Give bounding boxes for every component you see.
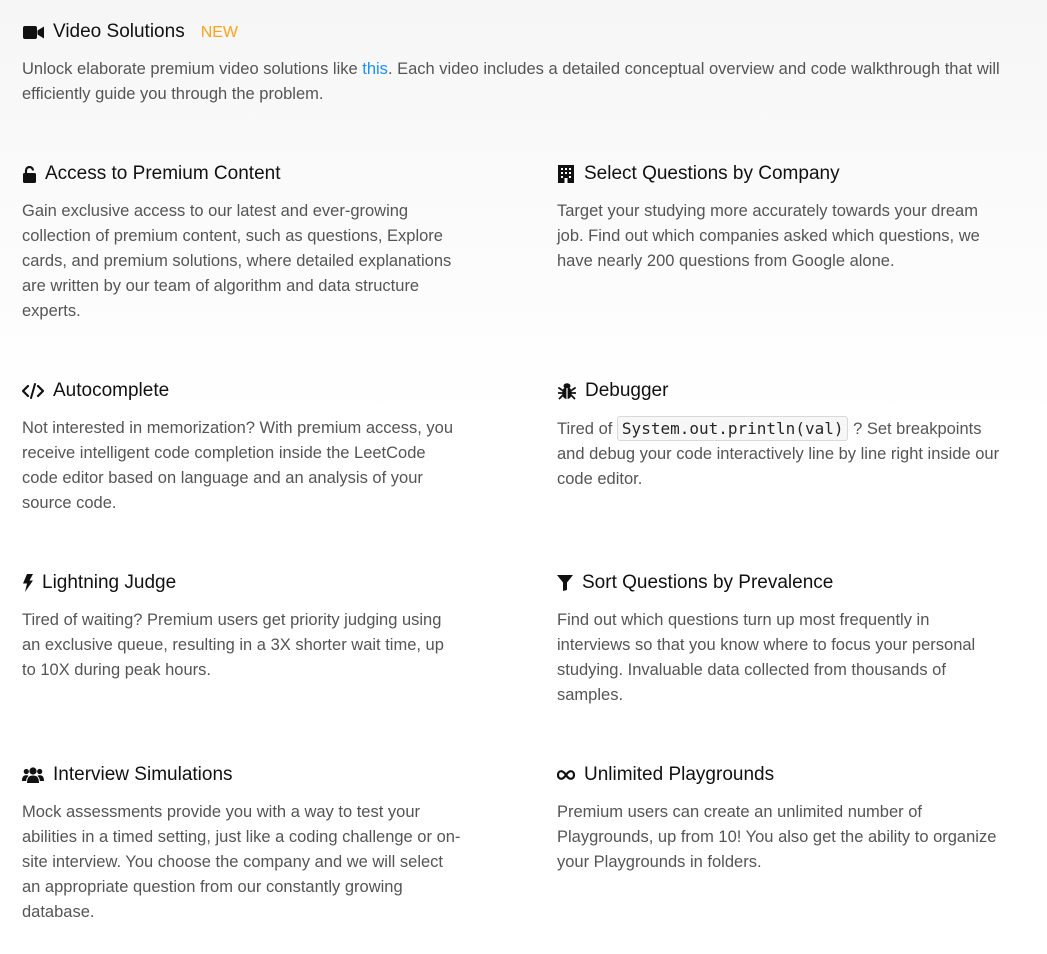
feature-description: Premium users can create an unlimited number of Playgrounds, up from 10! You also get the ability to organize your Playgrounds in folders. (557, 803, 997, 871)
feature-title-text: Sort Questions by Prevalence (582, 572, 834, 593)
feature-title-text: Interview Simulations (53, 764, 233, 785)
users-icon (22, 764, 44, 786)
feature-premium-content (22, 162, 462, 324)
feature-description: Tired of waiting? Premium users get priority judging using an exclusive queue, resulting in a 3X shorter wait time, up to 10X during peak hours. (22, 611, 444, 679)
feature-company (557, 162, 1002, 274)
feature-description (557, 416, 1002, 492)
feature-title (22, 379, 462, 403)
feature-video-solutions (22, 20, 1032, 107)
feature-title (22, 20, 1032, 44)
bolt-icon (22, 572, 33, 594)
feature-title (22, 763, 462, 787)
feature-title (557, 162, 1002, 186)
feature-title-text: Unlimited Playgrounds (584, 764, 775, 785)
feature-title-text: Video Solutions (53, 21, 185, 42)
description-text: ? Set breakpoints and debug your code interactively line by line right inside our code editor. (557, 420, 1000, 488)
feature-title (22, 162, 462, 186)
feature-title-text: Access to Premium Content (45, 163, 281, 184)
code-snippet: System.out.println(val) (617, 416, 849, 441)
description-text: . Each video includes a detailed conceptual overview and code walkthrough that will efficiently guide you through the problem. (22, 60, 1000, 103)
feature-description: Mock assessments provide you with a way to test your abilities in a timed setting, just like a coding challenge or on-site interview. You choose the company and we will select an appropriate question from our constantly growing database. (22, 803, 461, 921)
feature-title-text: Select Questions by Company (584, 163, 840, 184)
description-text: Tired of (557, 420, 617, 438)
feature-interview-simulations (22, 763, 462, 925)
feature-title (22, 571, 462, 595)
feature-debugger (557, 379, 1002, 492)
bug-icon (557, 380, 576, 402)
feature-title-text: Lightning Judge (42, 572, 177, 593)
feature-title (557, 571, 1002, 595)
feature-title (557, 379, 1002, 403)
feature-description (22, 57, 1032, 107)
feature-description: Target your studying more accurately towards your dream job. Find out which companies asked which questions, we have nearly 200 questions from Google alone. (557, 202, 980, 270)
building-icon (557, 163, 574, 185)
feature-title (557, 763, 1002, 787)
feature-lightning-judge (22, 571, 462, 683)
feature-title-text: Autocomplete (53, 380, 170, 401)
filter-icon (557, 572, 573, 594)
feature-description: Not interested in memorization? With premium access, you receive intelligent code completion inside the LeetCode code editor based on language and an analysis of your source code. (22, 419, 453, 512)
infinity-icon (557, 764, 575, 786)
new-badge: NEW (200, 24, 239, 41)
video-example-link[interactable]: this (362, 60, 388, 78)
description-text: Unlock elaborate premium video solutions like (22, 60, 363, 78)
feature-description: Find out which questions turn up most frequently in interviews so that you know where to focus your personal studying. Invaluable data collected from thousands of samples. (557, 611, 976, 704)
feature-prevalence (557, 571, 1002, 708)
code-icon (22, 380, 44, 402)
feature-description: Gain exclusive access to our latest and ever-growing collection of premium content, such as questions, Explore cards, and premium solutions, where detailed explanations are written by our team of algorithm and data structure experts. (22, 202, 452, 320)
video-camera-icon (22, 21, 44, 43)
feature-autocomplete (22, 379, 462, 516)
feature-title-text: Debugger (585, 380, 669, 401)
feature-unlimited-playgrounds (557, 763, 1002, 875)
unlock-icon (22, 163, 36, 185)
